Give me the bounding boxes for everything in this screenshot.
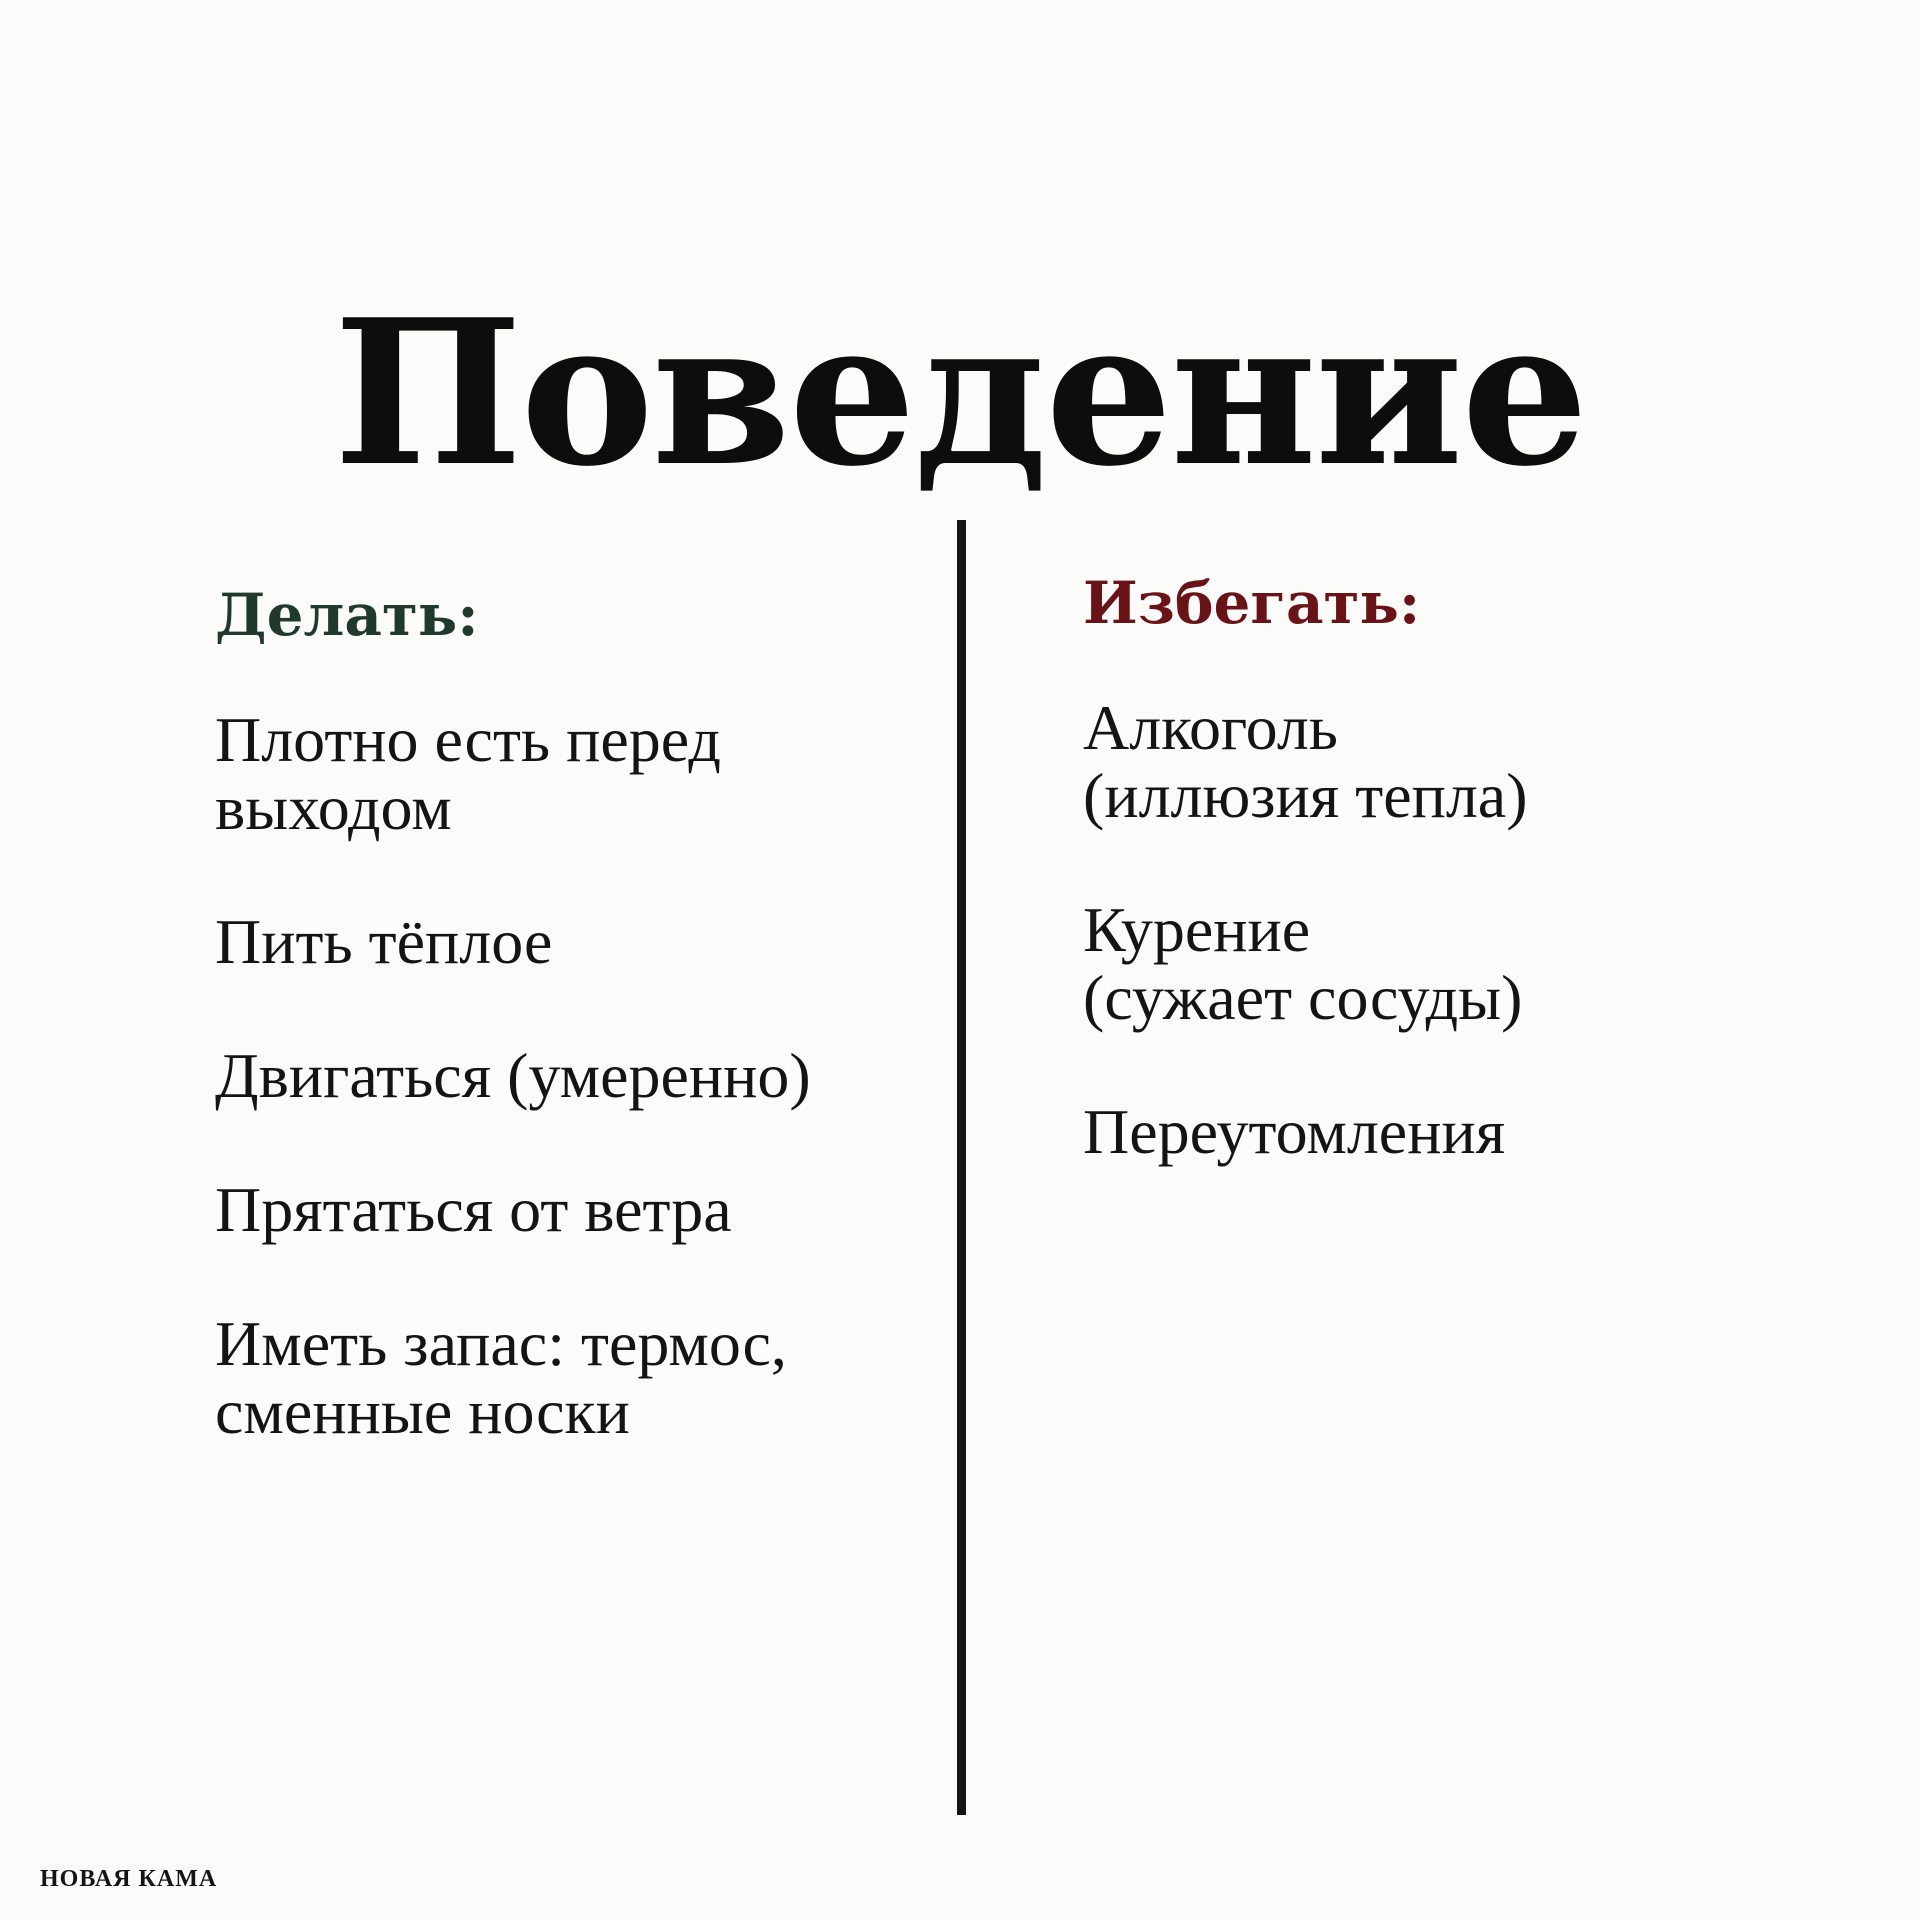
do-item: Прятаться от ветра [215, 1174, 732, 1245]
avoid-item: Переутомления [1083, 1096, 1506, 1167]
do-item: Двигаться (умеренно) [215, 1040, 811, 1111]
avoid-item: Алкоголь (иллюзия тепла) [1083, 692, 1528, 831]
avoid-item: Курение (сужает сосуды) [1083, 894, 1523, 1033]
do-item: Плотно есть перед выходом [215, 704, 721, 843]
brand-logo-text: НОВАЯ КАМА [40, 1866, 218, 1892]
page-title: Поведение [333, 276, 1587, 511]
do-list [215, 706, 915, 1446]
do-column [215, 580, 915, 1512]
avoid-heading: Избегать: [1083, 569, 1421, 637]
do-item: Иметь запас: термос, сменные носки [215, 1308, 787, 1447]
do-heading: Делать: [215, 581, 479, 649]
do-item: Пить тёплое [215, 906, 553, 977]
avoid-list [1083, 694, 1843, 1166]
column-divider [957, 520, 966, 1815]
avoid-column [1083, 568, 1843, 1232]
